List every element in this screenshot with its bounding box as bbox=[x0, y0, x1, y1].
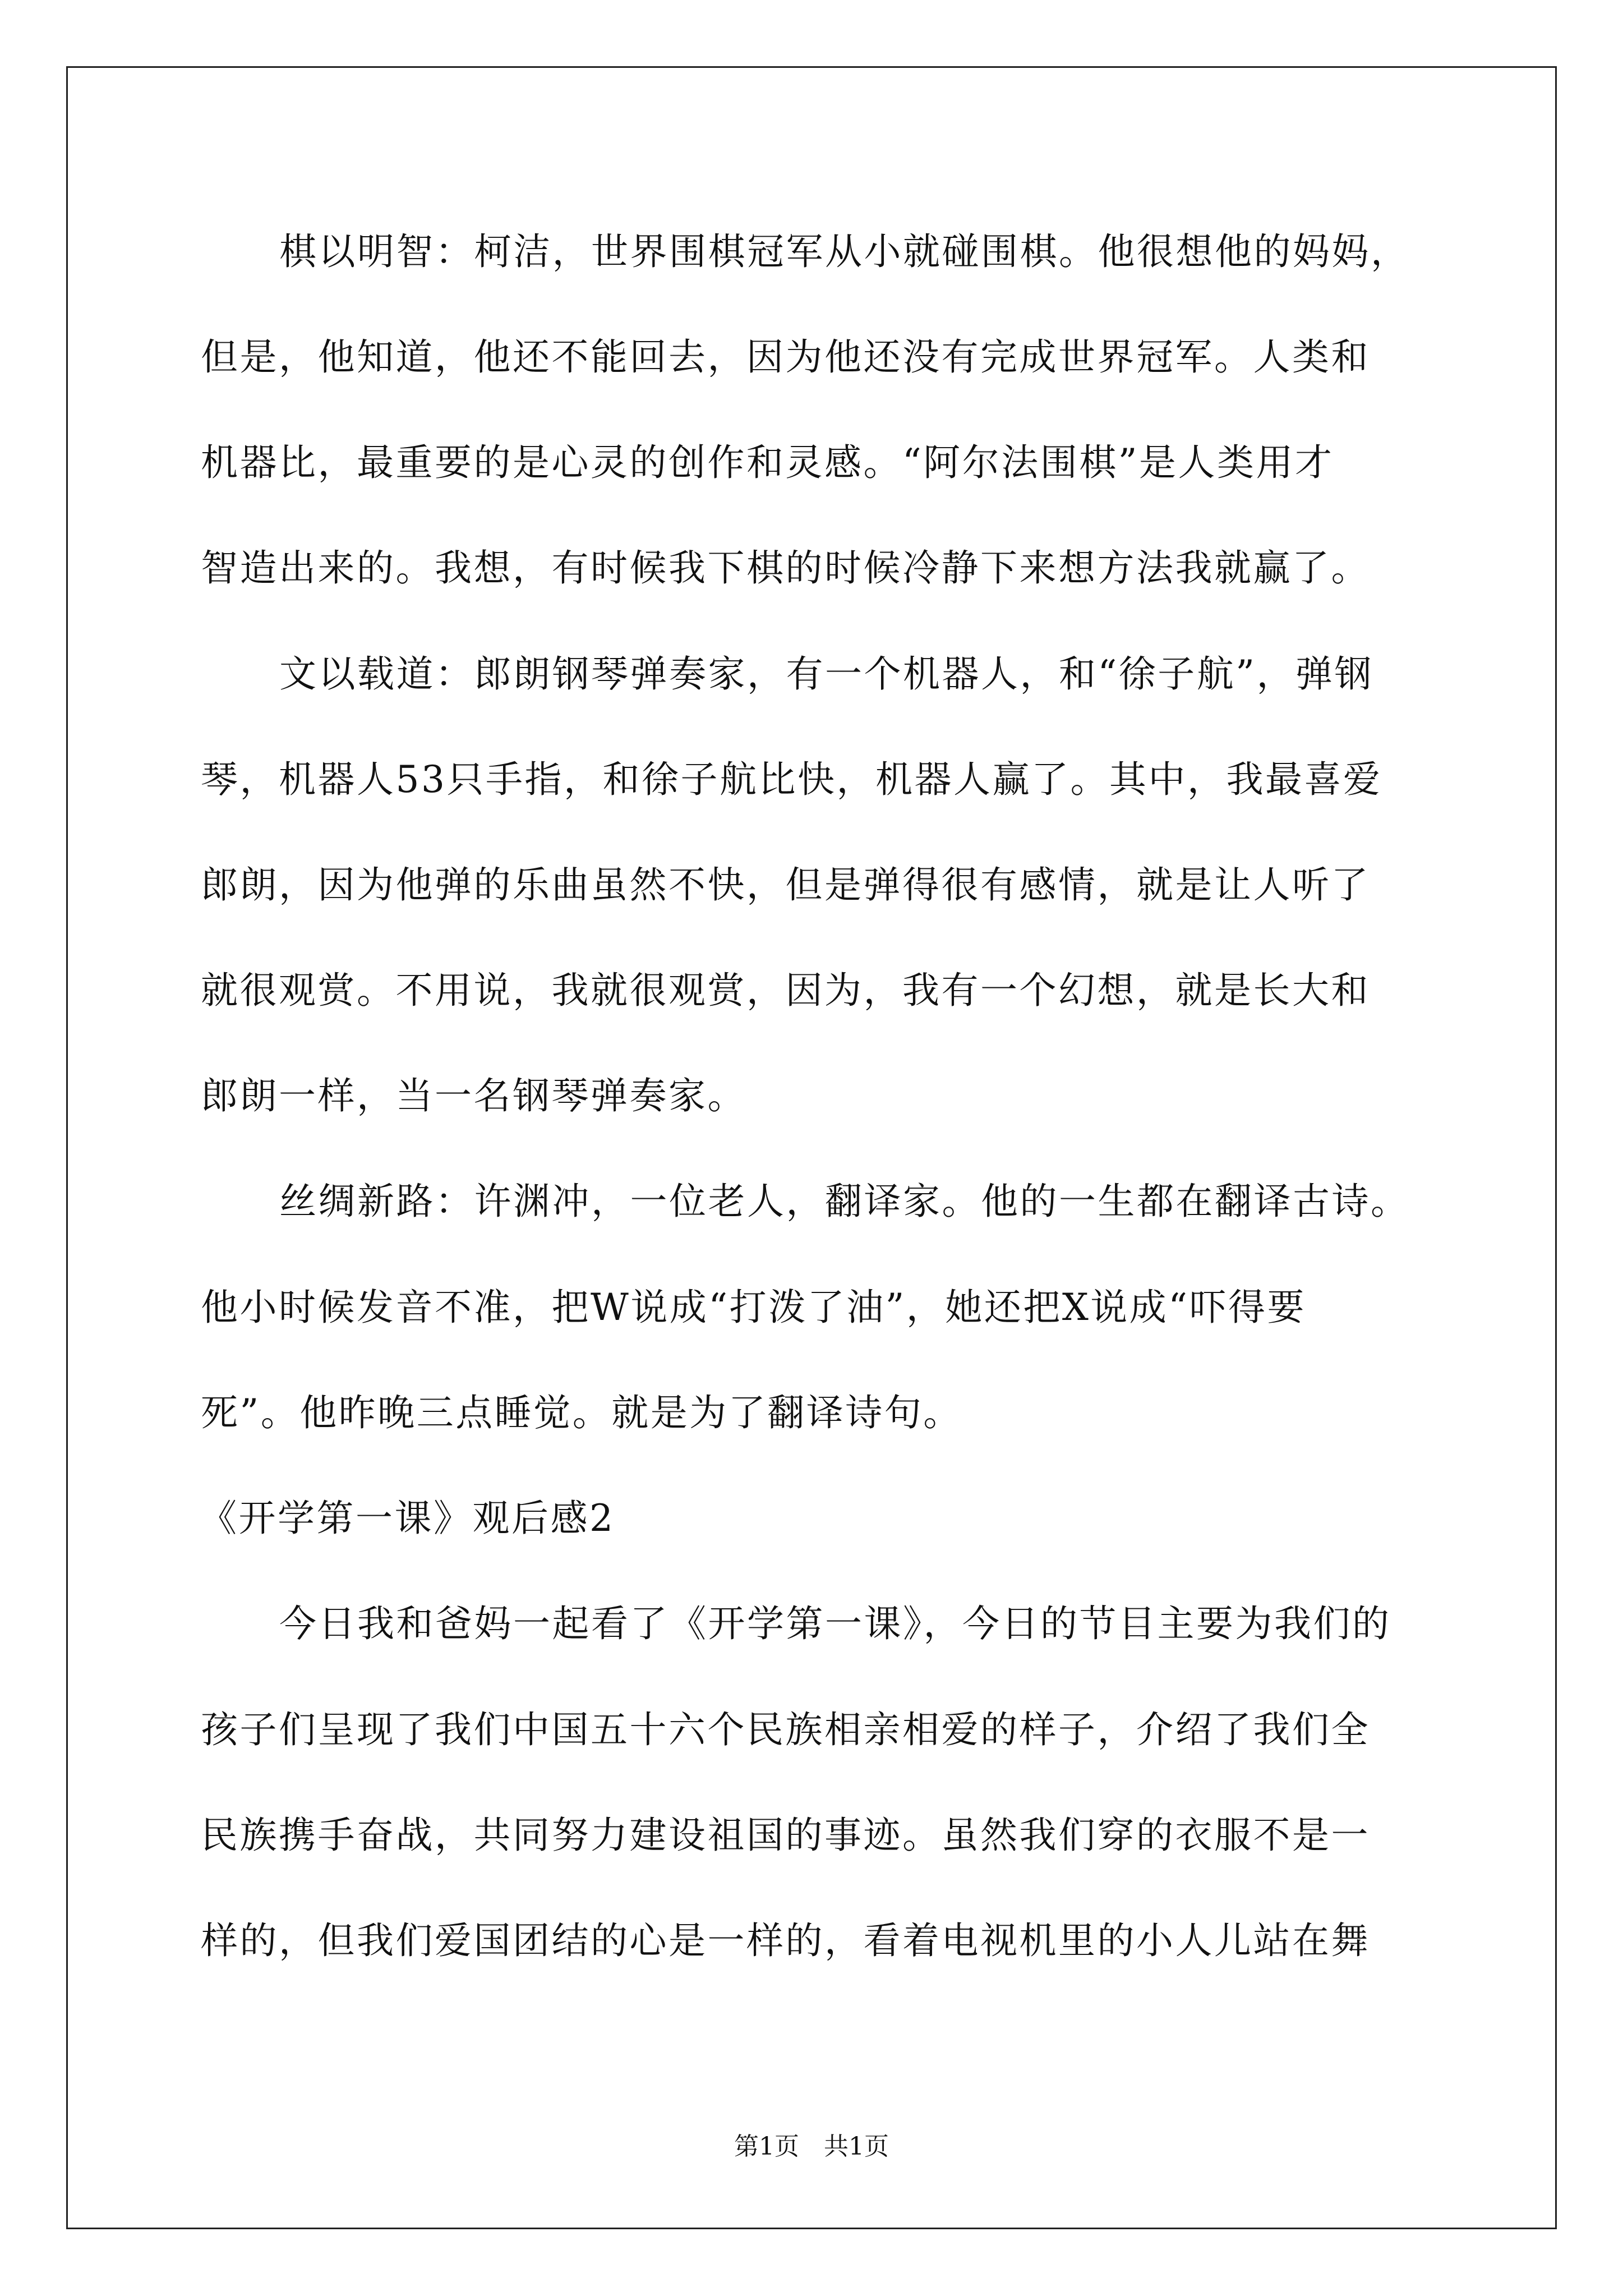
body-text-line: 孩子们呈现了我们中国五十六个民族相亲相爱的样子，介绍了我们全 bbox=[201, 1708, 1370, 1751]
body-text-line: 郎朗一样，当一名钢琴弹奏家。 bbox=[201, 1074, 746, 1117]
body-text-line: 样的，但我们爱国团结的心是一样的，看着电视机里的小人儿站在舞 bbox=[201, 1919, 1370, 1962]
page-border bbox=[66, 66, 1557, 2229]
body-text-line: 琴，机器人53只手指，和徐子航比快，机器人赢了。其中，我最喜爱 bbox=[201, 758, 1382, 801]
body-text-line: 文以载道：郎朗钢琴弹奏家，有一个机器人，和“徐子航”，弹钢 bbox=[279, 652, 1373, 696]
body-text-line: 棋以明智：柯洁，世界围棋冠军从小就碰围棋。他很想他的妈妈， bbox=[279, 230, 1410, 273]
body-text-line: 郎朗，因为他弹的乐曲虽然不快，但是弹得很有感情，就是让人听了 bbox=[201, 863, 1370, 907]
body-text-line: 他小时候发音不准，把W说成“打泼了油”，她还把X说成“吓得要 bbox=[201, 1286, 1307, 1329]
body-text-line: 今日我和爸妈一起看了《开学第一课》，今日的节目主要为我们的 bbox=[279, 1602, 1391, 1645]
body-text-line: 智造出来的。我想，有时候我下棋的时候冷静下来想方法我就赢了。 bbox=[201, 546, 1370, 590]
body-text-line: 民族携手奋战，共同努力建设祖国的事迹。虽然我们穿的衣服不是一 bbox=[201, 1814, 1370, 1857]
body-text-line: 但是，他知道，他还不能回去，因为他还没有完成世界冠军。人类和 bbox=[201, 335, 1370, 379]
body-text-line: 机器比，最重要的是心灵的创作和灵感。“阿尔法围棋”是人类用才 bbox=[201, 441, 1334, 484]
body-text-line: 丝绸新路：许渊冲，一位老人，翻译家。他的一生都在翻译古诗。 bbox=[279, 1180, 1410, 1223]
body-text-line: 就很观赏。不用说，我就很观赏，因为，我有一个幻想，就是长大和 bbox=[201, 969, 1370, 1012]
body-text-line: 死”。他昨晚三点睡觉。就是为了翻译诗句。 bbox=[201, 1391, 962, 1434]
section-heading: 《开学第一课》观后感2 bbox=[200, 1497, 615, 1540]
page-number-footer: 第1页 共1页 bbox=[734, 2132, 889, 2161]
